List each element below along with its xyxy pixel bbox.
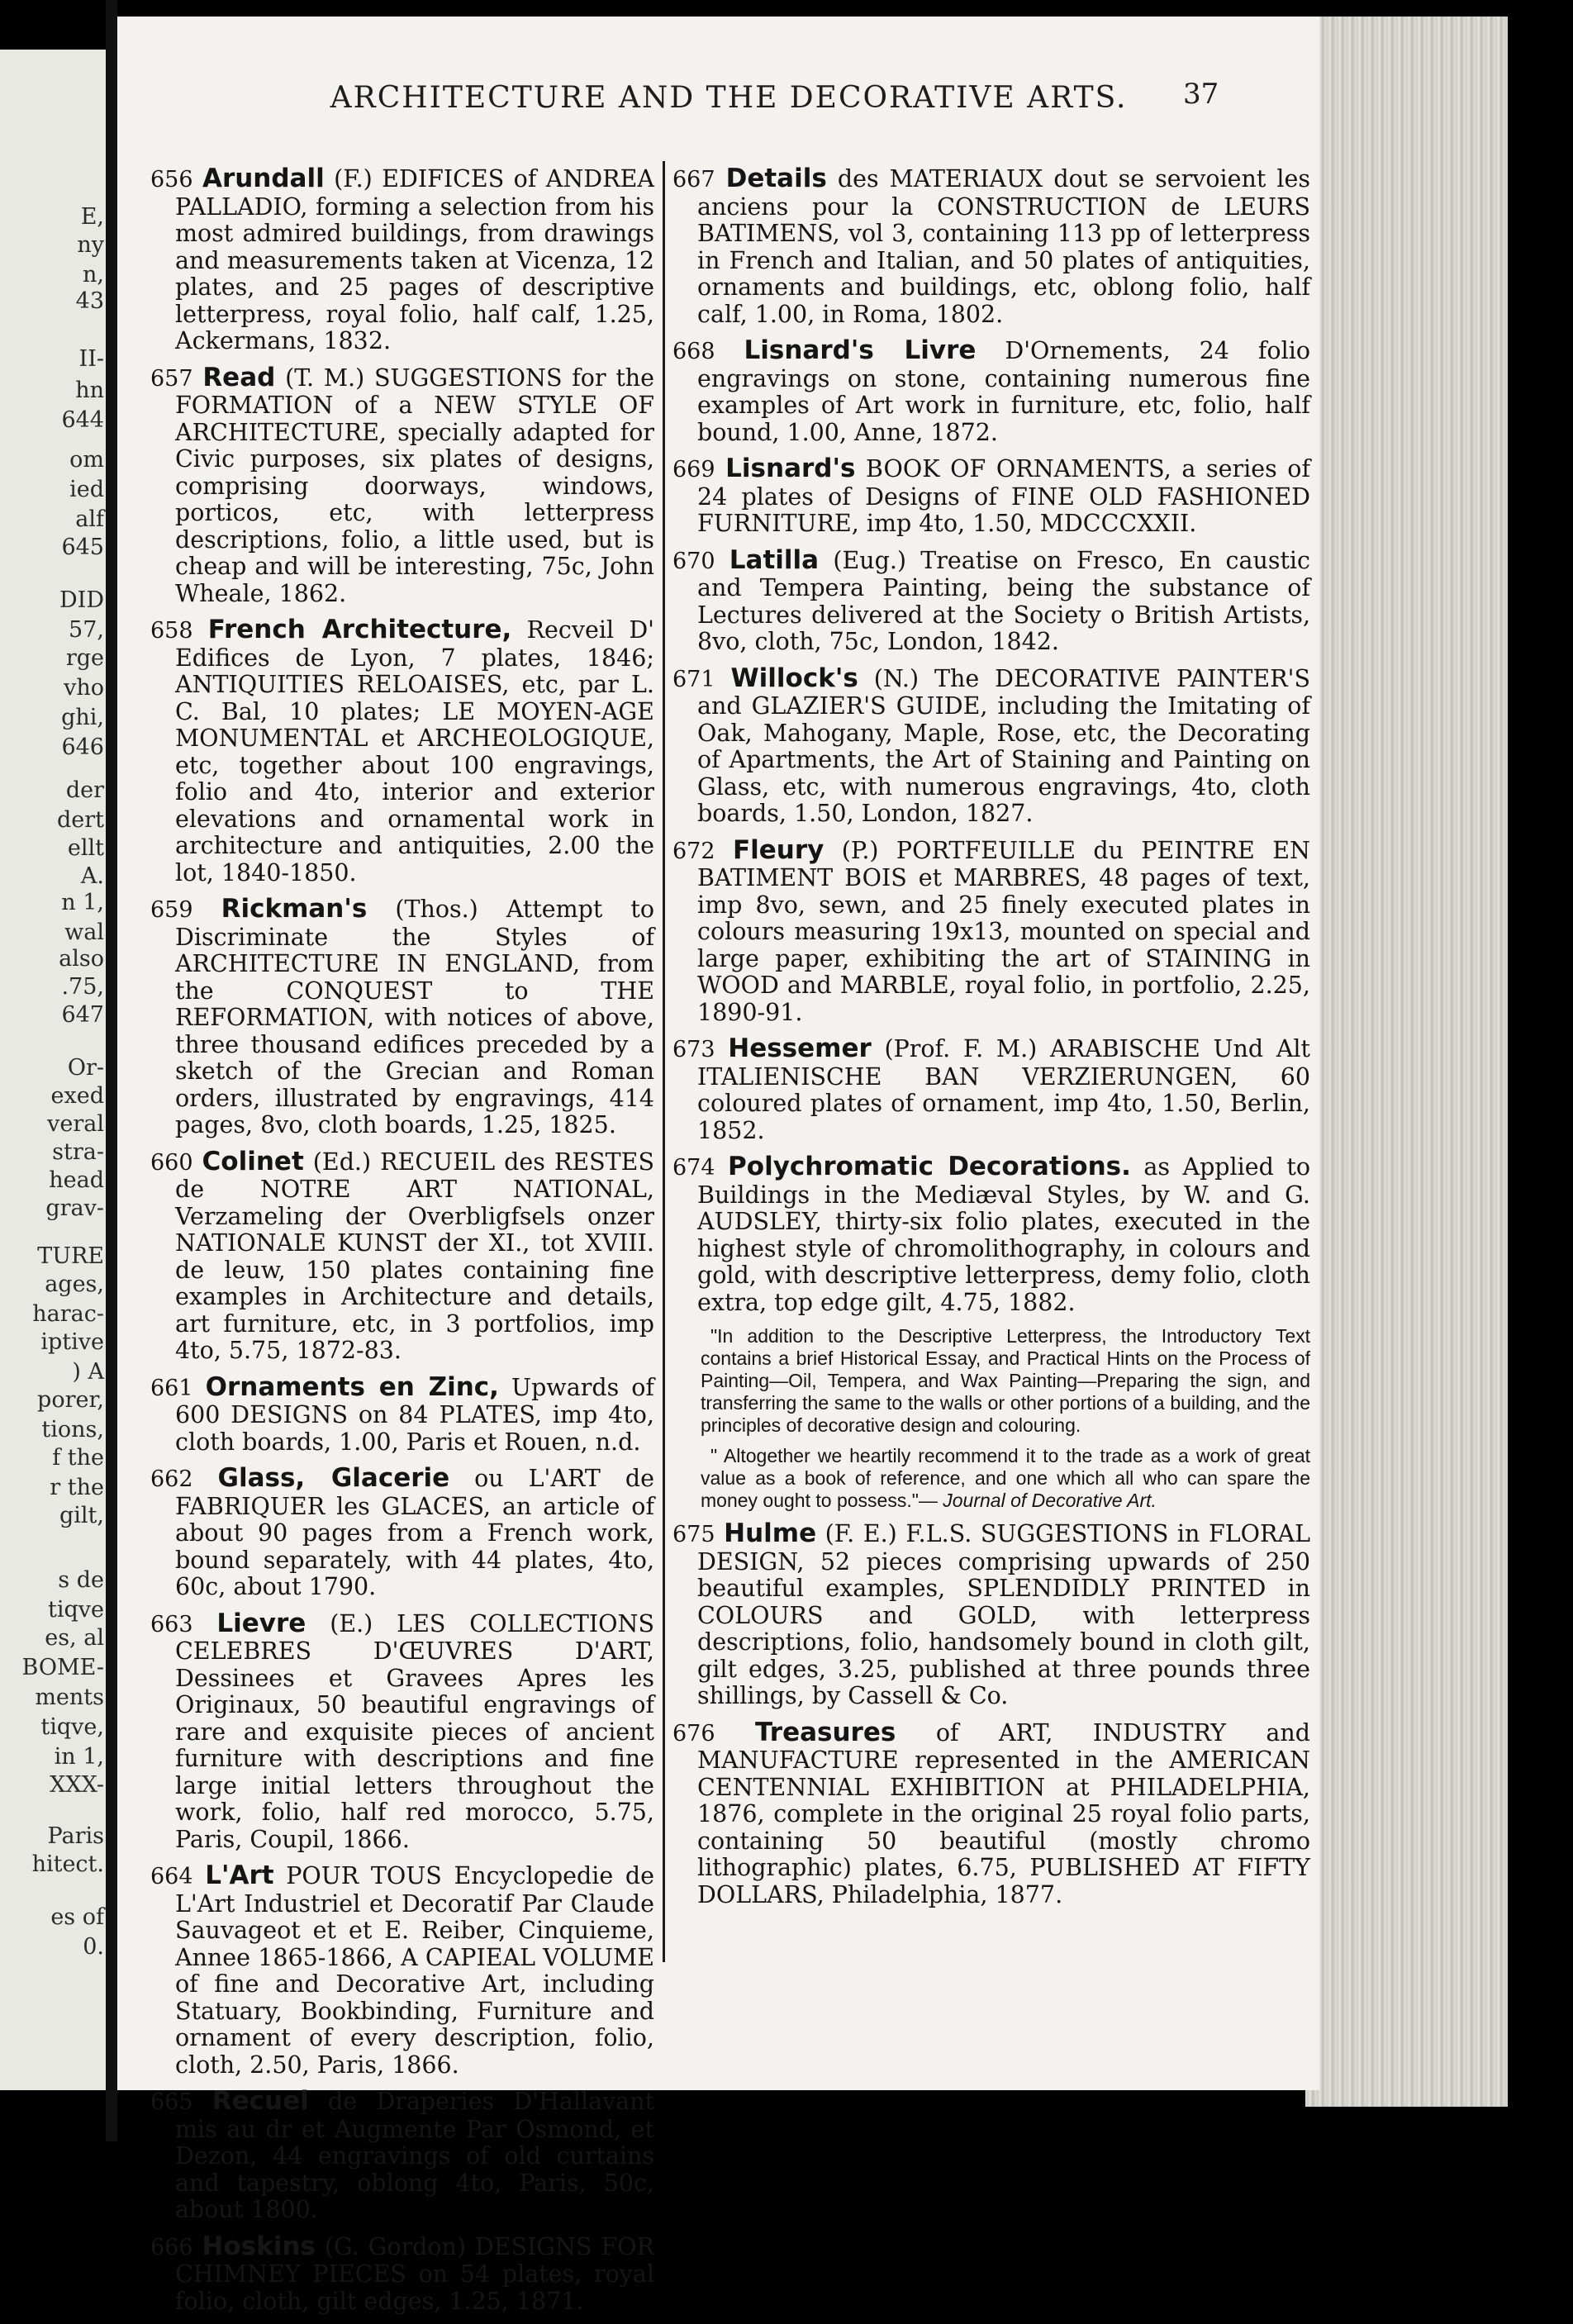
facing-page-text-fragment: r the [50, 1475, 104, 1500]
entry-number: 667 [672, 167, 715, 192]
catalog-entry [672, 1035, 1310, 1144]
entry-author: Ornaments en Zinc, [205, 1371, 499, 1402]
facing-page-text-fragment: head [49, 1167, 104, 1193]
quote-text: "In addition to the Descriptive Letterpress, the Introductory Text contains a brief Historical Essay, and Practical Hints on the Process of Painting—Oil, Tempera, and Wax Painting—Preparing the sign, and transferring the same to the walls or other portions of a building, and the principles of decorative design and colouring. [701, 1325, 1310, 1436]
catalog-entry [150, 896, 654, 1139]
facing-page-text-fragment: 646 [61, 734, 104, 760]
facing-page-text-fragment: in 1, [54, 1744, 104, 1770]
facing-page-text-fragment: hn [75, 378, 104, 403]
review-quote [701, 1325, 1310, 1437]
catalog-entry [150, 364, 654, 608]
entry-description: (P.) PORTFEUILLE du PEINTRE EN BATIMENT BOIS et MARBRES, 48 pages of text, imp 8vo, sewn, and 25 finely executed plates in colours measuring 19x13, mounted on special and large paper, exhibiting the art of STAINING in WOOD and MARBLE, royal folio, in portfolio, 2.25, 1890-91. [697, 836, 1310, 1026]
catalog-entry [672, 834, 1310, 1027]
entry-author: Polychromatic Decorations. [728, 1152, 1131, 1181]
entry-author: French Architecture, [207, 615, 512, 644]
catalog-entry [150, 1371, 654, 1457]
facing-page-text-fragment: n 1, [61, 890, 104, 915]
facing-page-text-fragment: 645 [61, 535, 104, 560]
facing-page-text-fragment: hitect. [31, 1851, 104, 1877]
entry-description: Recveil D' Edifices de Lyon, 7 plates, 1846; ANTIQUITIES RELOAISES, etc, par L. C. Bal, 10 plates; LE MOYEN-AGE MONUMENTAL et ARCHEOLOGIQUE, etc, together about 100 engravings, folio and 4to, interior and exterior elevations and ornamental work in architecture and antiquities, 2.00 the lot, 1840-1850. [175, 616, 655, 886]
catalog-entry [672, 337, 1310, 446]
entry-description: (Prof. F. M.) ARABISCHE Und Alt ITALIENISCHE BAN VERZIERUNGEN, 60 coloured plates of ornament, imp 4to, 1.50, Berlin, 1852. [697, 1035, 1310, 1144]
entry-number: 665 [150, 2089, 193, 2115]
quote-source: Journal of Decorative Art. [943, 1490, 1157, 1511]
right-column [672, 165, 1310, 1918]
entry-number: 657 [150, 365, 193, 392]
entry-number: 658 [150, 618, 193, 644]
running-head: ARCHITECTURE AND THE DECORATIVE ARTS. [330, 81, 1128, 115]
entry-number: 674 [672, 1155, 715, 1181]
entry-description: D'Ornements, 24 folio engravings on stone, containing numerous fine examples of Art work in furniture, etc, folio, half bound, 1.00, Anne, 1872. [697, 337, 1310, 446]
column-divider [663, 161, 665, 1962]
entry-author: L'Art [205, 1861, 274, 1890]
entry-author: Colinet [202, 1146, 304, 1176]
entry-description: BOOK OF ORNAMENTS, a series of 24 plates of Designs of FINE OLD FASHIONED FURNITURE, imp 4to, 1.50, MDCCCXXII. [697, 455, 1311, 537]
facing-page-text-fragment: E, [80, 204, 104, 230]
facing-page-text-fragment: der [65, 777, 104, 803]
facing-page-text-fragment: alf [75, 506, 104, 532]
catalog-entry [150, 616, 654, 886]
facing-page-text-fragment: TURE [37, 1243, 104, 1269]
catalog-entry [150, 2088, 654, 2224]
facing-page-text-fragment: f the [52, 1445, 104, 1471]
catalog-entry [150, 2233, 654, 2316]
facing-page-text-fragment: exed [50, 1083, 104, 1109]
entry-description: ou L'ART de FABRIQUER les GLACES, an article of about 90 pages from a French work, bound separately, with 44 plates, 4to, 60c, about 1790. [175, 1465, 654, 1600]
facing-page-text-fragment: ments [35, 1685, 104, 1710]
book-page [117, 17, 1319, 2315]
entry-author: Hessemer [728, 1034, 872, 1063]
facing-page-text-fragment: 0. [83, 1934, 104, 1960]
entry-number: 661 [150, 1375, 193, 1401]
entry-author: Details [725, 164, 827, 193]
facing-page-text-fragment: II- [78, 346, 104, 372]
facing-page-text-fragment: grav- [45, 1195, 104, 1221]
facing-page-text-fragment: s de [58, 1567, 104, 1593]
facing-page-text-fragment: ) A [72, 1359, 104, 1385]
catalog-entry [672, 665, 1310, 828]
entry-description: (N.) The DECORATIVE PAINTER'S and GLAZIER'S GUIDE, including the Imitating of Oak, Mahogany, Maple, Rose, etc, the Decorating of Apartments, the Art of Staining and Painting on Glass, etc, with numerous engravings, 4to, cloth boards, 1.50, London, 1827. [697, 664, 1311, 827]
facing-page-fragment [0, 50, 106, 2090]
facing-page-text-fragment: ied [69, 477, 104, 502]
facing-page-text-fragment: Paris [47, 1823, 104, 1849]
entry-author: Fleury [732, 834, 825, 865]
facing-page-text-fragment: om [69, 447, 104, 473]
catalog-entry [150, 1862, 654, 2079]
page-number: 37 [1183, 78, 1219, 111]
catalog-entry [672, 455, 1310, 538]
entry-author: Lisnard's [725, 454, 856, 483]
catalog-entry [150, 1465, 654, 1601]
facing-page-text-fragment: porer, [37, 1387, 104, 1413]
facing-page-text-fragment: BOME- [21, 1655, 104, 1680]
facing-page-text-fragment: n, [83, 262, 104, 288]
entry-description: (E.) LES COLLECTIONS CELEBRES D'ŒUVRES D'ART, Dessinees et Gravees Apres les Originaux, 50 beautiful engravings of rare and exquisite pieces of ancient furniture with descriptions and fine large initial letters throughout the work, folio, half red morocco, 5.75, Paris, Coupil, 1866. [175, 1609, 654, 1853]
facing-page-text-fragment: veral [47, 1111, 104, 1137]
entry-number: 664 [150, 1864, 193, 1889]
background-shadow [1508, 0, 1573, 2141]
facing-page-text-fragment: ghi, [61, 705, 104, 730]
entry-author: Arundall [202, 164, 325, 193]
facing-page-text-fragment: harac- [32, 1301, 104, 1327]
entry-description: (F.) EDIFICES of ANDREA PALLADIO, forming a selection from his most admired buildings, from drawings and measurements taken at Vicenza, 12 plates, and 25 pages of descriptive letterpress, royal folio, half calf, 1.25, Ackermans, 1832. [175, 165, 654, 354]
entry-description: (Ed.) RECUEIL des RESTES de NOTRE ART NATIONAL, Verzameling der Overbligfsels onzer NATIONALE KUNST der XI., tot XVIII. de leuw, 150 plates containing fine examples in Architecture and details, art furniture, etc, in 3 portfolios, imp 4to, 5.75, 1872-83. [175, 1148, 655, 1364]
entry-number: 671 [672, 666, 715, 692]
facing-page-text-fragment: also [59, 946, 104, 972]
entry-number: 659 [150, 897, 193, 923]
page-edges [1305, 17, 1508, 2107]
facing-page-text-fragment: es, al [45, 1625, 104, 1651]
entry-description: (T. M.) SUGGESTIONS for the FORMATION of a NEW STYLE OF ARCHITECTURE, specially adapted for Civic purposes, six plates of designs, comprising doorways, windows, porticos, etc, with letterpress descriptions, folio, a little used, but is cheap and will be interesting, 75c, John Wheale, 1862. [175, 364, 654, 607]
facing-page-text-fragment: rge [65, 645, 104, 671]
entry-description: POUR TOUS Encyclopedie de L'Art Industriel et Decoratif Par Claude Sauvageot et et E. Reiber, Cinquieme, Annee 1865-1866, A CAPIEAL VOLUME of fine and Decorative Art, including Statuary, Bookbinding, Furniture and ornament of every description, folio, cloth, 2.50, Paris, 1866. [175, 1862, 654, 2079]
catalog-entry [150, 1610, 654, 1854]
left-column [150, 165, 654, 2324]
entry-number: 656 [150, 167, 193, 192]
entry-description: as Applied to Buildings in the Mediæval Styles, by W. and G. AUDSLEY, thirty-six folio plates, executed in the highest style of chromolithography, in colours and gold, with descriptive letterpress, demy folio, cloth extra, top edge gilt, 4.75, 1882. [697, 1153, 1310, 1316]
facing-page-text-fragment: tiqve, [40, 1714, 104, 1740]
catalog-entry [672, 165, 1310, 328]
catalog-entry [672, 1520, 1310, 1710]
facing-page-text-fragment: es of [50, 1904, 104, 1930]
facing-page-text-fragment: A. [80, 863, 104, 889]
entry-author: Latilla [729, 544, 820, 575]
entry-number: 676 [672, 1720, 715, 1747]
entry-author: Read [202, 362, 276, 392]
facing-page-text-fragment: DID [59, 587, 104, 613]
quote-text: " Altogether we heartily recommend it to the trade as a work of great value as a book of reference, and one which all who can spare the money ought to possess."— [701, 1445, 1310, 1511]
book-gutter [106, 0, 117, 2141]
facing-page-text-fragment: ellt [67, 835, 104, 861]
facing-page-text-fragment: stra- [52, 1139, 104, 1165]
entry-author: Rickman's [221, 894, 368, 924]
facing-page-text-fragment: gilt, [59, 1503, 104, 1528]
entry-number: 663 [150, 1611, 193, 1637]
entry-description: Upwards of 600 DESIGNS on 84 PLATES, imp 4to, cloth boards, 1.00, Paris et Rouen, n.d. [175, 1373, 654, 1456]
facing-page-text-fragment: XXX- [50, 1772, 104, 1798]
facing-page-text-fragment: ages, [45, 1271, 104, 1297]
entry-number: 668 [672, 339, 715, 364]
facing-page-text-fragment: iptive [40, 1329, 104, 1355]
facing-page-text-fragment: 644 [61, 407, 104, 433]
entry-number: 662 [150, 1466, 193, 1492]
entry-description: (Thos.) Attempt to Discriminate the Styles of ARCHITECTURE IN ENGLAND, from the CONQUEST to THE REFORMATION, with notices of above, three thousand edifices preceded by a sketch of the Grecian and Roman orders, illustrated by engravings, 414 pages, 8vo, cloth boards, 1.25, 1825. [175, 896, 655, 1138]
entry-number: 675 [672, 1522, 715, 1547]
entry-number: 666 [150, 2234, 193, 2260]
facing-page-text-fragment: 57, [69, 617, 104, 643]
entry-description: des MATERIAUX dout se servoient les anciens pour la CONSTRUCTION de LEURS BATIMENS, vol 3, containing 113 pp of letterpress in French and Italian, and 50 plates of antiquities, ornaments and buildings, etc, oblong folio, half calf, 1.00, in Roma, 1802. [697, 165, 1310, 328]
entry-number: 673 [672, 1037, 715, 1062]
entry-number: 669 [672, 457, 715, 482]
catalog-entry [672, 1153, 1310, 1316]
entry-author: Recuel [211, 2086, 309, 2116]
entry-author: Treasures [755, 1717, 896, 1747]
entry-description: de Draperies D'Hallavant mis au dr et Augmente Par Osmond, et Dezon, 44 engravings of old curtains and tapestry, oblong 4to, Paris, 50c, about 1800. [175, 2088, 655, 2223]
catalog-entry [672, 544, 1311, 656]
catalog-entry [150, 1148, 654, 1365]
entry-description: (G. Gordon) DESIGNS FOR CHIMNEY PIECES on 54 plates, royal folio, cloth, gilt edges, 1.25, 1871. [175, 2232, 654, 2315]
catalog-entry [150, 165, 654, 355]
entry-author: Lievre [216, 1608, 307, 1638]
entry-number: 672 [672, 838, 715, 864]
facing-page-text-fragment: 43 [75, 288, 104, 314]
facing-page-text-fragment: ny [77, 232, 104, 258]
entry-description: (Eug.) Treatise on Fresco, En caustic and Tempera Painting, being the substance of Lectures delivered at the Society o British Artists, 8vo, cloth, 75c, London, 1842. [697, 546, 1311, 655]
facing-page-text-fragment: tions, [41, 1417, 104, 1442]
entry-author: Lisnard's Livre [744, 335, 977, 365]
entry-author: Hulme [724, 1518, 817, 1548]
review-quote [701, 1445, 1310, 1512]
entry-number: 670 [672, 548, 715, 574]
facing-page-text-fragment: Or- [67, 1055, 104, 1081]
facing-page-text-fragment: 647 [61, 1002, 104, 1028]
entry-description: (F. E.) F.L.S. SUGGESTIONS in FLORAL DESIGN, 52 pieces comprising upwards of 250 beautiful examples, SPLENDIDLY PRINTED in COLOURS and GOLD, with letterpress descriptions, folio, handsomely bound in cloth gilt, gilt edges, 3.25, published at three pounds three shillings, by Cassell & Co. [697, 1520, 1310, 1709]
facing-page-text-fragment: wal [64, 920, 104, 945]
facing-page-text-fragment: dert [56, 807, 104, 833]
entry-number: 660 [150, 1149, 193, 1176]
entry-author: Hoskins [202, 2231, 316, 2261]
facing-page-text-fragment: .75, [61, 974, 104, 1000]
entry-description: of ART, INDUSTRY and MANUFACTURE represented in the AMERICAN CENTENNIAL EXHIBITION at PHILADELPHIA, 1876, complete in the original 25 royal folio parts, containing 50 beautiful (mostly chromo lithographic) plates, 6.75, PUBLISHED AT FIFTY DOLLARS, Philadelphia, 1877. [697, 1718, 1311, 1908]
entry-author: Glass, Glacerie [217, 1463, 450, 1493]
entry-author: Willock's [730, 663, 858, 693]
catalog-entry [672, 1719, 1310, 1909]
facing-page-text-fragment: tiqve [47, 1597, 104, 1623]
facing-page-text-fragment: vho [64, 675, 104, 701]
